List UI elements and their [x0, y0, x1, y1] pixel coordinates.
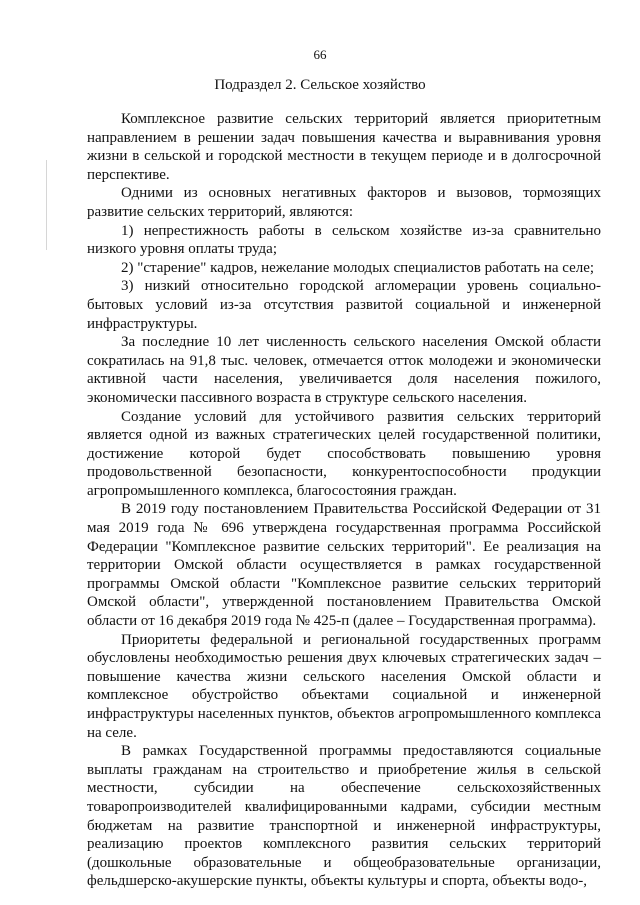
- paragraph: Создание условий для устойчивого развития сельских территорий является одной из важных стратегических целей государственной политики, достижение которой будет способствовать повышению уровня продовольственной безопасности, конкурентоспособности продукции агропромышленного комплекса, благосостояния граждан.: [87, 408, 601, 499]
- paragraph: В 2019 году постановлением Правительства Российской Федерации от 31 мая 2019 года № 696 утверждена государственная программа Российской Федерации "Комплексное развитие сельских территорий". Ее реализация на территории Омской области осуществляется в рамках государственной программы Омской области "Комплексное развитие сельских территорий Омской области", утвержденной постановлением Правительства Омской области от 16 декабря 2019 года № 425-п (далее – Государственная программа).: [87, 501, 601, 630]
- paragraph: Приоритеты федеральной и региональной государственных программ обусловлены необходимостью решения двух ключевых стратегических задач – повышение качества жизни сельского населения Омской области и комплексное обустройство объектами социальной и инженерной инфраструктуры населенных пунктов, объектов агропромышленного комплекса на селе.: [87, 631, 601, 741]
- section-heading: Подраздел 2. Сельское хозяйство: [214, 77, 426, 93]
- page-number: 66: [313, 47, 327, 62]
- paragraph: Одними из основных негативных факторов и вызовов, тормозящих развитие сельских территорий, являются:: [87, 185, 601, 220]
- body-text: [87, 110, 601, 891]
- list-item: 1) непрестижность работы в сельском хозяйстве из-за сравнительно низкого уровня оплаты труда;: [87, 222, 601, 258]
- list-item: 2) "старение" кадров, нежелание молодых специалистов работать на селе;: [121, 259, 595, 276]
- scan-artifact-line: [46, 160, 47, 250]
- paragraph: За последние 10 лет численность сельского населения Омской области сократилась на 91,8 тыс. человек, отмечается отток молодежи и экономически активной части населения, увеличивается доля населения пожилого, экономически пассивного возраста в структуре сельского населения.: [87, 334, 601, 406]
- paragraph: В рамках Государственной программы предоставляются социальные выплаты гражданам на строительство и приобретение жилья в сельской местности, субсидии на обеспечение сельскохозяйственных товаропроизводителей квалифицированными кадрами, субсидии местным бюджетам на развитие транспортной и инженерной инфраструктуры, реализацию проектов комплексного развития сельских территорий (дошкольные образовательные и общеобразовательные организации, фельдшерско-акушерские пункты, объекты культуры и спорта, объекты водо-,: [87, 743, 601, 890]
- paragraph: Комплексное развитие сельских территорий является приоритетным направлением в решении задач повышения качества и выравнивания уровня жизни в сельской и городской местности в текущем периоде и в долгосрочной перспективе.: [87, 111, 601, 183]
- list-item: 3) низкий относительно городской агломерации уровень социально-бытовых условий из-за отсутствия развитой социальной и инженерной инфраструктуры.: [87, 278, 601, 332]
